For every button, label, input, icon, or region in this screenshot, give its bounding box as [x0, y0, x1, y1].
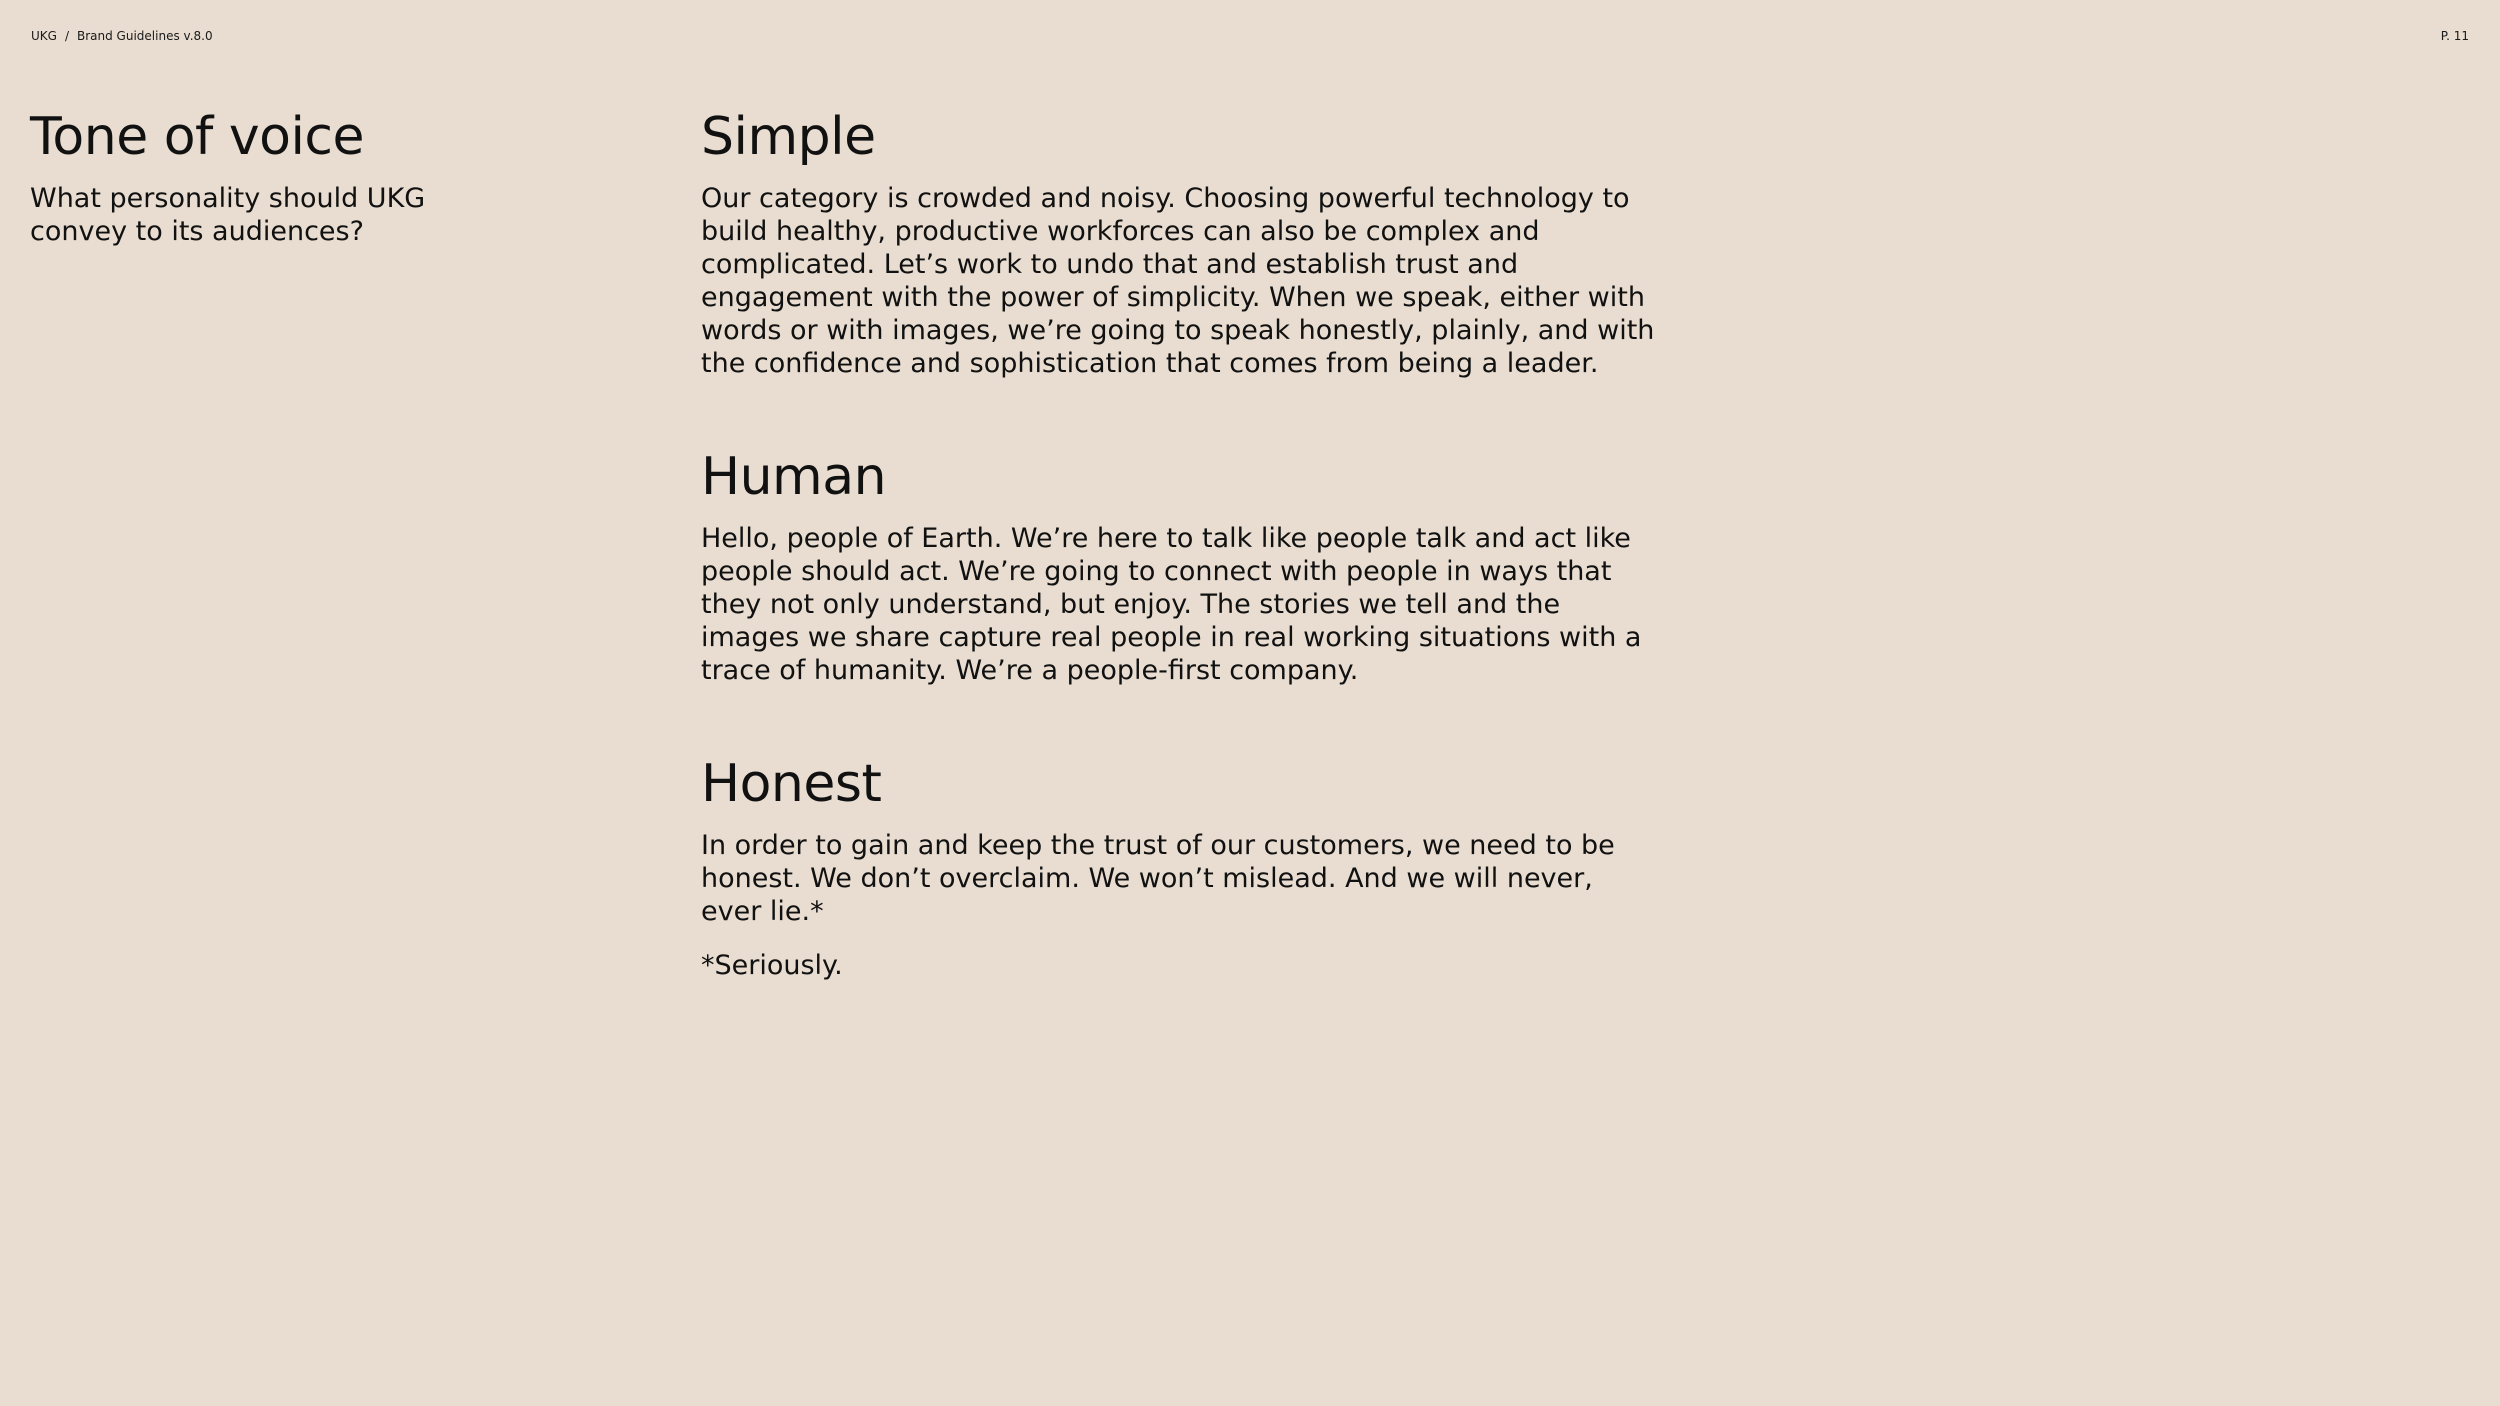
intro-column: [30, 104, 590, 248]
section-simple: [701, 104, 1681, 380]
section-human: [701, 444, 1681, 687]
footnote: *Seriously.: [701, 950, 843, 981]
page-title: Tone of voice: [30, 107, 364, 167]
document-title: Brand Guidelines v.8.0: [77, 29, 213, 43]
brand-label: UKG: [31, 29, 57, 43]
section-honest: [701, 751, 1681, 982]
content-column: [701, 104, 1681, 982]
breadcrumb-separator: /: [64, 29, 69, 43]
section-body: Our category is crowded and noisy. Choosing powerful technology to build healthy, productive workforces can also be complex and complicated. Let’s work to undo that and establish trust and engagement with the power of simplicity. When we speak, either with words or with images, we’re going to speak honestly, plainly, and with the confidence and sophistication that comes from being a leader.: [701, 183, 1655, 379]
section-heading: Human: [701, 447, 887, 507]
section-heading: Simple: [701, 107, 876, 167]
page-header: [31, 26, 2469, 46]
section-heading: Honest: [701, 754, 882, 814]
section-body: Hello, people of Earth. We’re here to talk like people talk and act like people should act. We’re going to connect with people in ways that they not only understand, but enjoy. The stories we tell and the images we share capture real people in real working situations with a trace of humanity. We’re a people-first company.: [701, 523, 1642, 686]
page-number: P. 11: [2440, 29, 2469, 43]
section-body: In order to gain and keep the trust of our customers, we need to be honest. We don’t overclaim. We won’t mislead. And we will never, ever lie.*: [701, 830, 1615, 927]
page-subtitle: What personality should UKG convey to its audiences?: [30, 183, 426, 247]
breadcrumb: [31, 26, 213, 46]
